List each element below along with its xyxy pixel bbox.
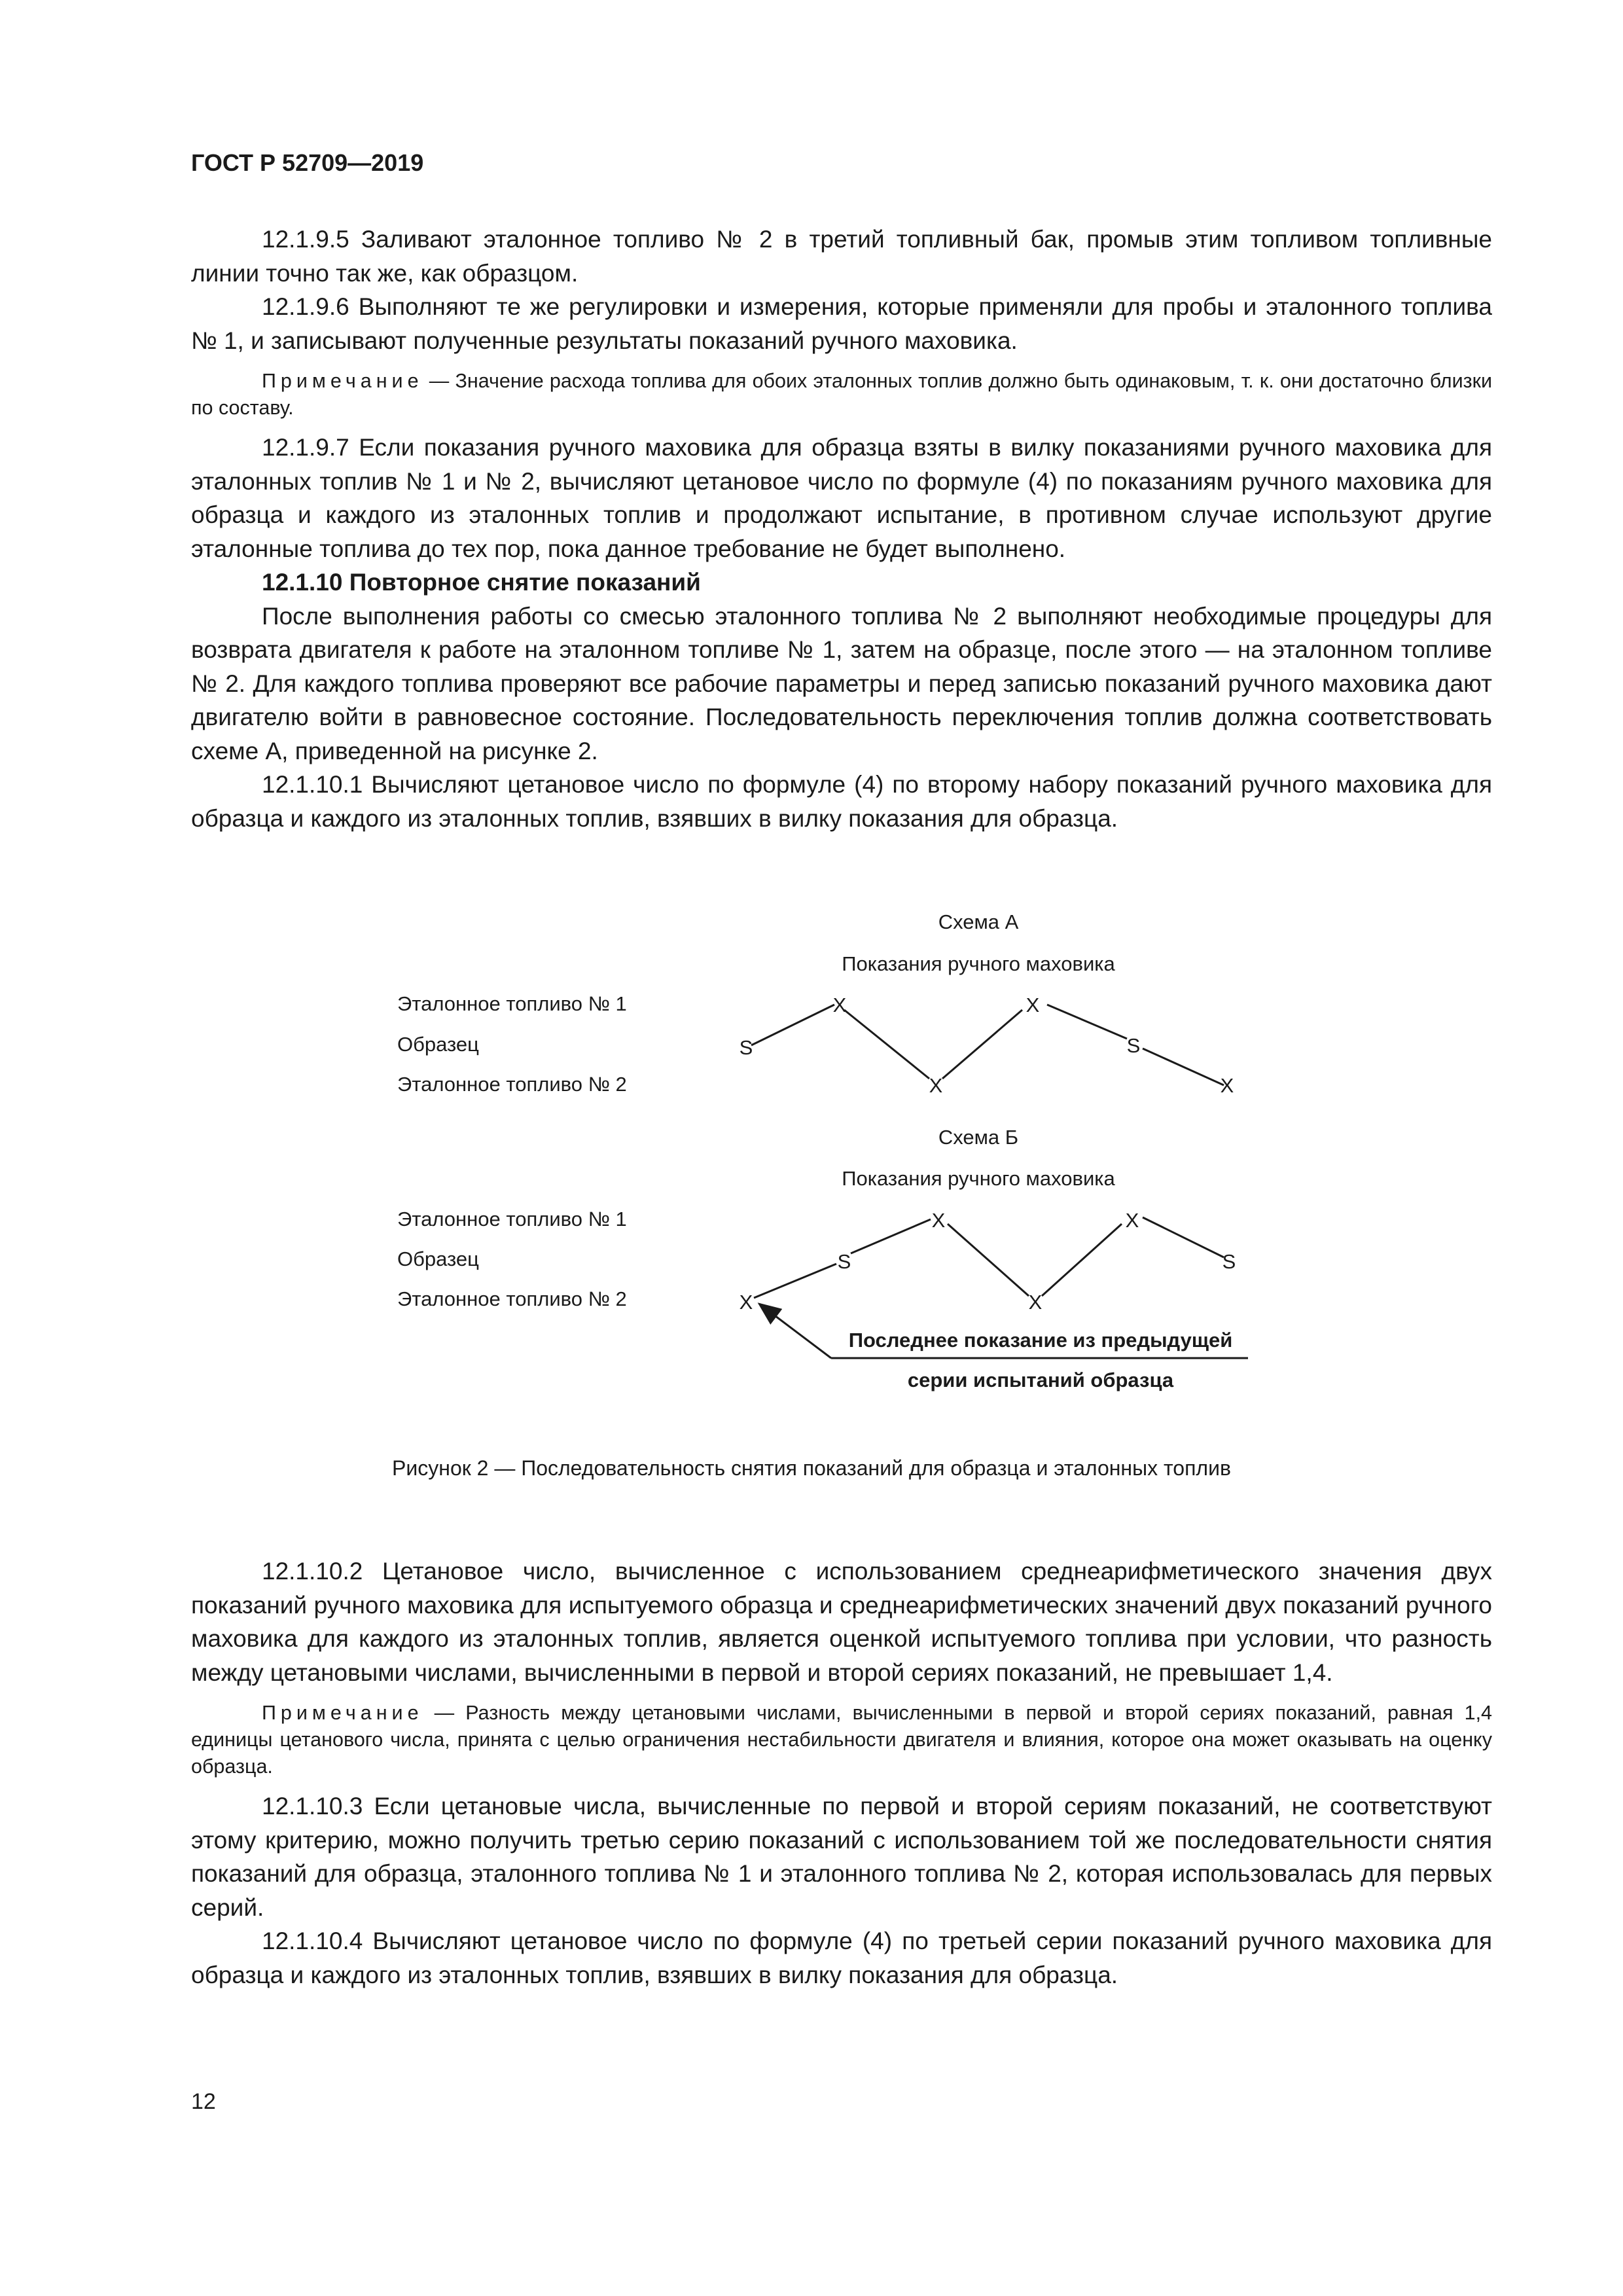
scheme-b-point-2: S xyxy=(837,1250,851,1273)
scheme-a-point-2: X xyxy=(832,994,847,1016)
scheme-b-point-4: X xyxy=(1028,1291,1043,1314)
note-label: Примечание xyxy=(262,370,423,392)
scheme-b-row-ref1: Эталонное топливо № 1 xyxy=(397,1208,627,1230)
scheme-b-row-sample: Образец xyxy=(397,1247,479,1270)
scheme-diagram xyxy=(0,903,1623,1492)
scheme-b-subtitle: Показания ручного маховика xyxy=(842,1167,1115,1190)
paragraph-12-1-9-7: 12.1.9.7 Если показания ручного маховика для образца взяты в вилку показаниями ручного маховика для эталонных топлив № 1 и № 2, вычисляют цетановое число по формуле (4) по показаниям ручного маховика для образца и каждого из эталонных топлив и продолжают испытание, в противном случае используют другие эталонные топлива до тех пор, пока данное требование не будет выполнено. xyxy=(191,434,1492,562)
scheme-a-row-ref2: Эталонное топливо № 2 xyxy=(397,1073,627,1096)
scheme-a-row-ref1: Эталонное топливо № 1 xyxy=(397,992,627,1015)
page-number: 12 xyxy=(191,2089,216,2114)
scheme-b-title: Схема Б xyxy=(938,1126,1019,1149)
text-block-bottom xyxy=(191,1554,1492,1992)
note-text: — Значение расхода топлива для обоих эталонных топлив должно быть одинаковым, т. к. они достаточно близки по составу. xyxy=(191,370,1492,419)
scheme-b-point-5: X xyxy=(1125,1209,1139,1232)
annotation-line-2: серии испытаний образца xyxy=(907,1369,1174,1391)
note-2 xyxy=(191,1700,1492,1780)
paragraph-12-1-10-3: 12.1.10.3 Если цетановые числа, вычисленные по первой и второй сериям показаний, не соответствуют этому критерию, можно получить третью серию показаний с использованием той же последовательности снятия показаний для образца, эталонного топлива № 1 и эталонного топлива № 2, которая использовалась для первых серий. xyxy=(191,1793,1492,1921)
scheme-b-point-1: X xyxy=(739,1291,753,1314)
scheme-a-point-4: X xyxy=(1026,994,1040,1016)
scheme-b-polyline xyxy=(754,1217,1224,1298)
document-header: ГОСТ Р 52709—2019 xyxy=(191,149,424,176)
scheme-a-subtitle: Показания ручного маховика xyxy=(842,952,1115,975)
scheme-b-row-ref2: Эталонное топливо № 2 xyxy=(397,1287,627,1310)
paragraph-12-1-9-6: 12.1.9.6 Выполняют те же регулировки и измерения, которые применяли для пробы и эталонного топлива № 1, и записывают полученные результаты показаний ручного маховика. xyxy=(191,293,1492,354)
scheme-a-point-3: X xyxy=(929,1074,943,1097)
scheme-b-point-6: S xyxy=(1222,1250,1236,1273)
scheme-a-point-5: S xyxy=(1126,1034,1141,1057)
note-label: Примечание xyxy=(262,1702,423,1724)
paragraph-12-1-10-2: 12.1.10.2 Цетановое число, вычисленное с использованием среднеарифметического значения двух показаний ручного маховика для испытуемого образца и среднеарифметических значений двух показаний ручного маховика для каждого из эталонных топлив, является оценкой испытуемого топлива при условии, что разность между цетановыми числами, вычисленными в первой и второй сериях показаний, не превышает 1,4. xyxy=(191,1558,1492,1686)
paragraph-12-1-9-5: 12.1.9.5 Заливают эталонное топливо № 2 в третий топливный бак, промыв этим топливом топливные линии точно так же, как образцом. xyxy=(191,226,1492,287)
paragraph-12-1-10-4: 12.1.10.4 Вычисляют цетановое число по формуле (4) по третьей серии показаний ручного маховика для образца и каждого из эталонных топлив, взявших в вилку показания для образца. xyxy=(191,1928,1492,1988)
section-heading-12-1-10: 12.1.10 Повторное снятие показаний xyxy=(262,569,701,596)
scheme-a-polyline xyxy=(751,1005,1224,1085)
figure-2 xyxy=(0,903,1623,1492)
scheme-a-title: Схема А xyxy=(938,910,1019,933)
note-1 xyxy=(191,368,1492,422)
note-text: — Разность между цетановыми числами, вычисленными в первой и второй сериях показаний, равная 1,4 единицы цетанового числа, принята с целью ограничения нестабильности двигателя и влияния, которое она может оказывать на оценку образца. xyxy=(191,1702,1492,1778)
scheme-a-point-6: X xyxy=(1220,1074,1234,1097)
text-block-top xyxy=(191,223,1492,835)
figure-caption: Рисунок 2 — Последовательность снятия показаний для образца и эталонных топлив xyxy=(392,1456,1231,1480)
annotation-line-1: Последнее показание из предыдущей xyxy=(848,1329,1233,1352)
paragraph-12-1-10-1: 12.1.10.1 Вычисляют цетановое число по формуле (4) по второму набору показаний ручного маховика для образца и каждого из эталонных топлив, взявших в вилку показания для образца. xyxy=(191,771,1492,832)
scheme-b-point-3: X xyxy=(931,1209,946,1232)
paragraph-12-1-10: После выполнения работы со смесью эталонного топлива № 2 выполняют необходимые процедуры для возврата двигателя к работе на эталонном топливе № 1, затем на образце, после этого — на эталонном топливе № 2. Для каждого топлива проверяют все рабочие параметры и перед записью показаний ручного маховика дают двигателю войти в равновесное состояние. Последовательность переключения топлив должна соответствовать схеме А, приведенной на рисунке 2. xyxy=(191,602,1492,764)
scheme-a-row-sample: Образец xyxy=(397,1033,479,1056)
scheme-a-point-1: S xyxy=(739,1036,753,1059)
